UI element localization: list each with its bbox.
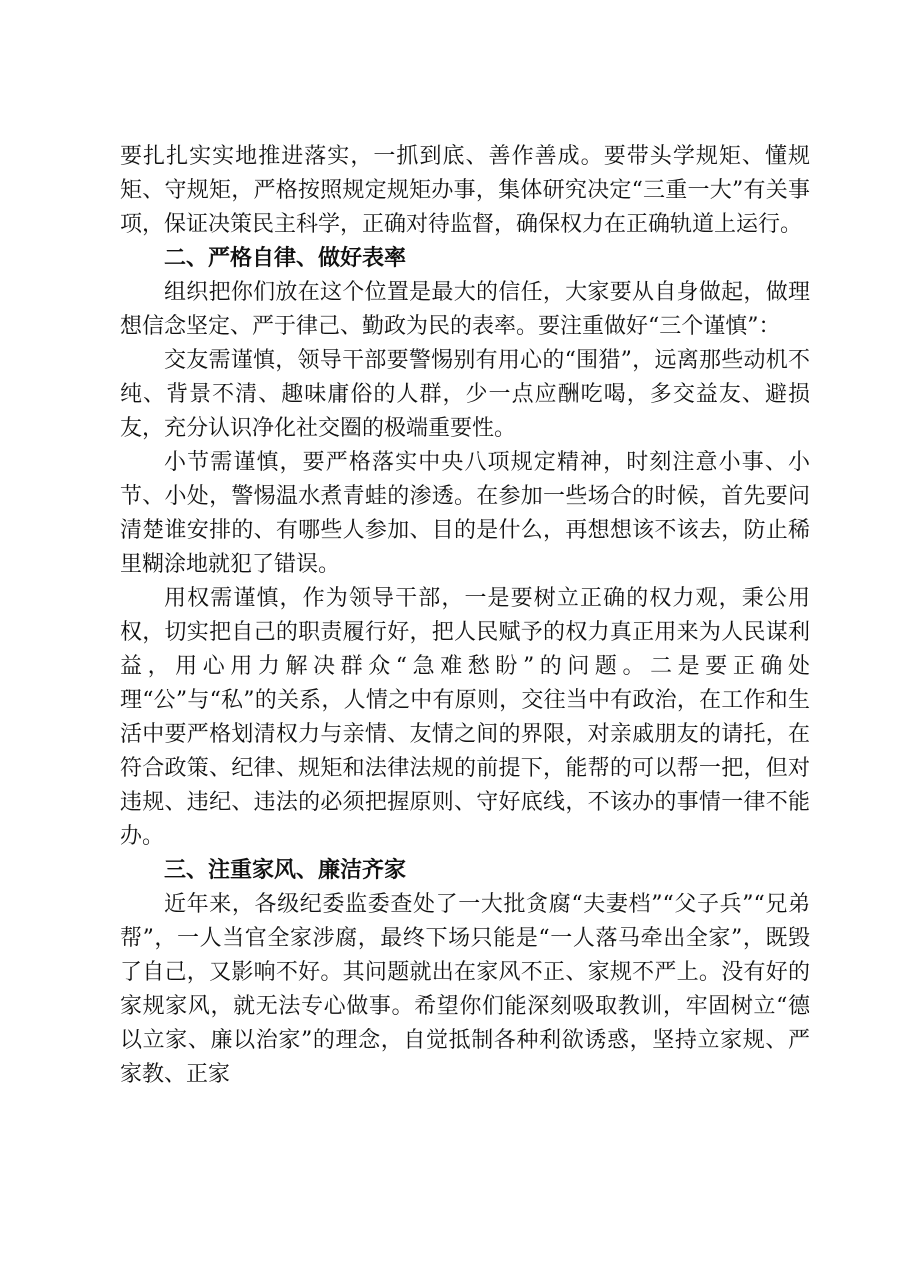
paragraph-family-style: 近年来，各级纪委监委查处了一大批贪腐“夫妻档”“父子兵”“兄弟帮”，一人当官全家涉腐，最终下场只能是“一人落马牵出全家”，既毁了自己，又影响不好。其问题就出在家风不正、家规不严上。没有好的家规家风，就无法专心做事。希望你们能深刻吸取教训，牢固树立“德以立家、廉以治家”的理念，自觉抵制各种利欲诱惑，坚持立家规、严家教、正家 bbox=[120, 892, 810, 1087]
document-page bbox=[120, 140, 810, 1092]
section-heading-3: 三、注重家风、廉洁齐家 bbox=[164, 858, 407, 883]
paragraph-friendship-caution: 交友需谨慎，领导干部要警惕别有用心的“围猎”，远离那些动机不纯、背景不清、趣味庸俗的人群，少一点应酬吃喝，多交益友、避损友，充分认识净化社交圈的极端重要性。 bbox=[120, 348, 810, 441]
paragraph-details-caution: 小节需谨慎，要严格落实中央八项规定精神，时刻注意小事、小节、小处，警惕温水煮青蛙的渗透。在参加一些场合的时候，首先要问清楚谁安排的、有哪些人参加、目的是什么，再想想该不该去，防止稀里糊涂地就犯了错误。 bbox=[120, 450, 810, 577]
paragraph-power-caution: 用权需谨慎，作为领导干部，一是要树立正确的权力观，秉公用权，切实把自己的职责履行好，把人民赋予的权力真正用来为人民谋利益，用心用力解决群众“急难愁盼”的问题。二是要正确处理“公”与“私”的关系，人情之中有原则，交往当中有政治，在工作和生活中要严格划清权力与亲情、友情之间的界限，对亲戚朋友的请托，在符合政策、纪律、规矩和法律法规的前提下，能帮的可以帮一把，但对违规、违纪、违法的必须把握原则、守好底线，不该办的事情一律不能办。 bbox=[120, 586, 810, 849]
section-heading-2: 二、严格自律、做好表率 bbox=[164, 246, 407, 271]
paragraph-continuation: 要扎扎实实地推进落实，一抓到底、善作善成。要带头学规矩、懂规矩、守规矩，严格按照规定规矩办事，集体研究决定“三重一大”有关事项，保证决策民主科学，正确对待监督，确保权力在正确轨道上运行。 bbox=[120, 144, 810, 237]
paragraph-organization-trust: 组织把你们放在这个位置是最大的信任，大家要从自身做起，做理想信念坚定、严于律己、勤政为民的表率。要注重做好“三个谨慎”： bbox=[120, 280, 810, 339]
